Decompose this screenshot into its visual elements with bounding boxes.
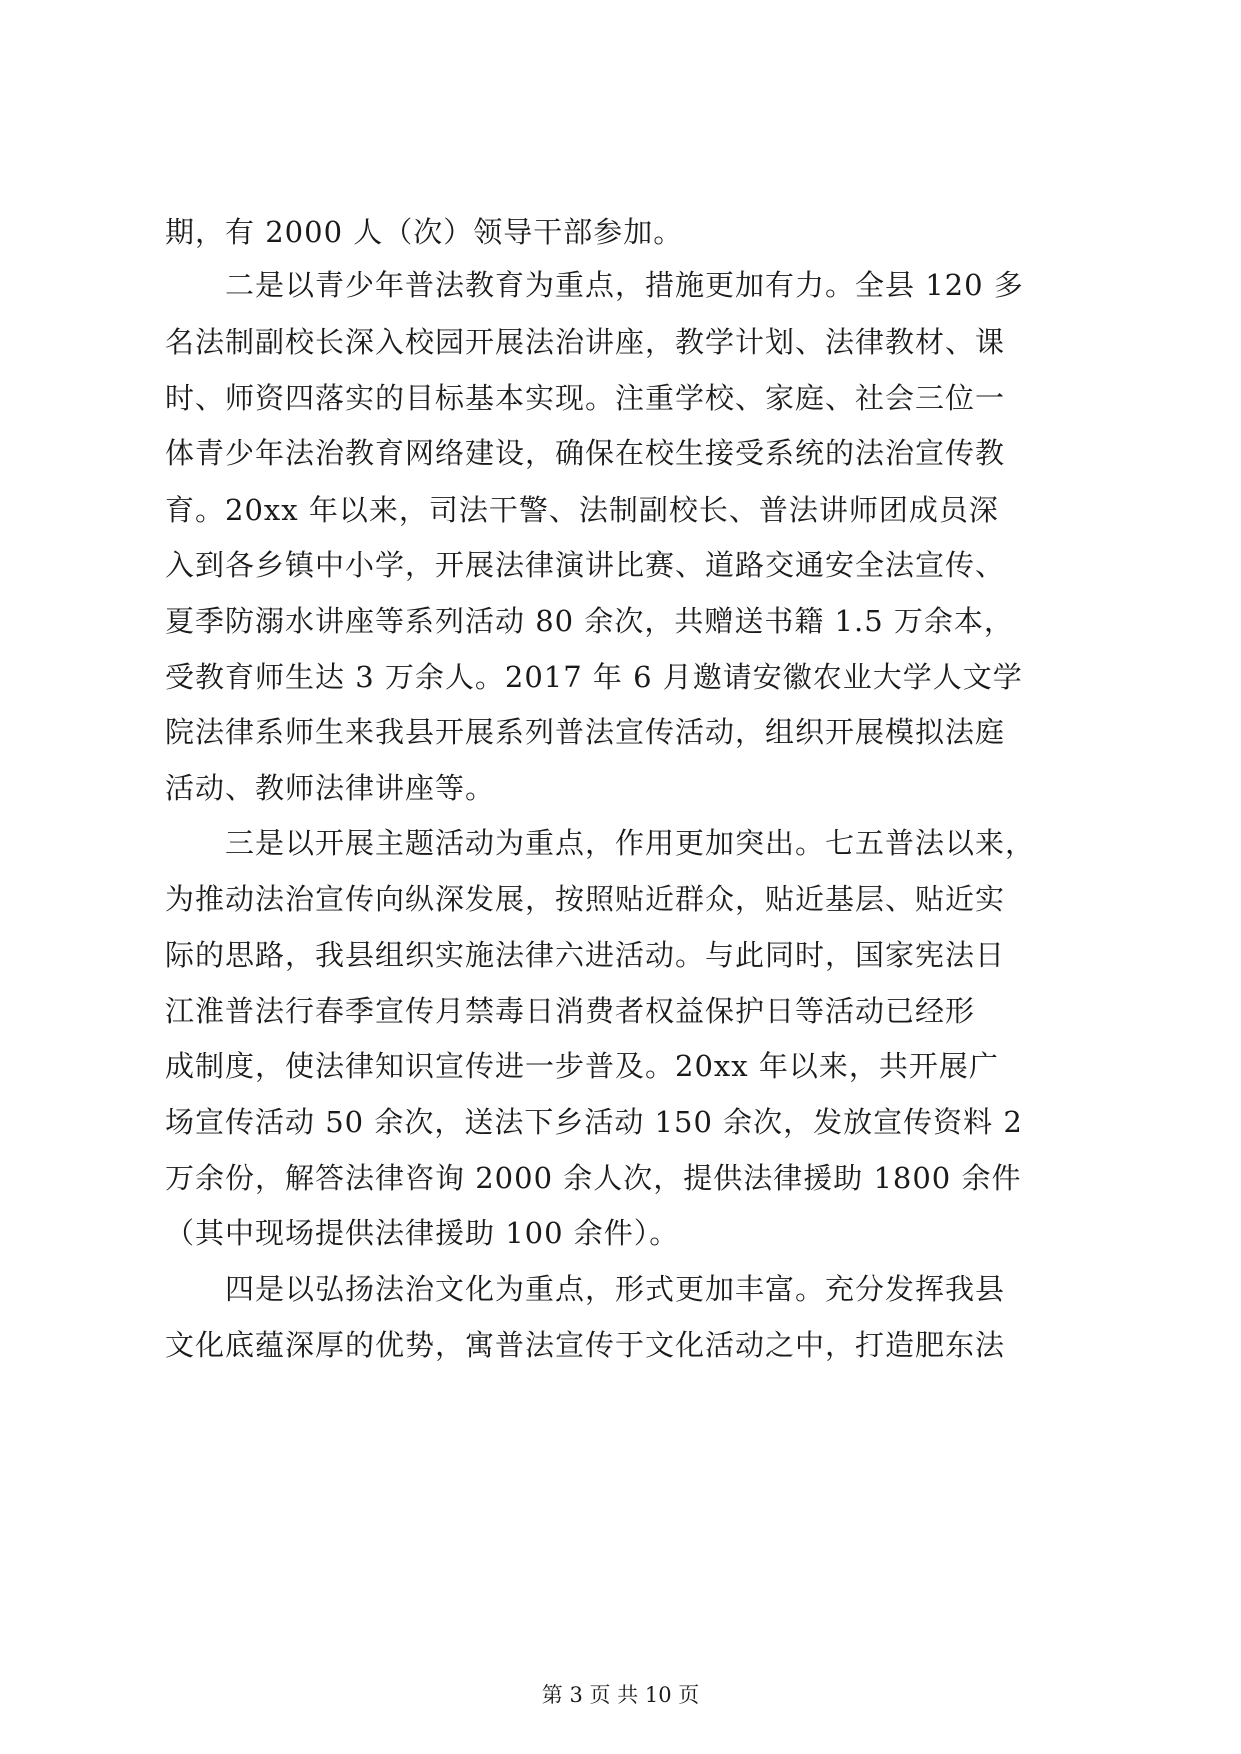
body-line-13: 为推动法治宣传向纵深发展，按照贴近群众，贴近基层、贴近实 xyxy=(165,882,1006,916)
body-line-18: 万余份，解答法律咨询 2000 余人次，提供法律援助 1800 余件 xyxy=(165,1161,1022,1195)
body-line-21: 文化底蕴深厚的优势，寓普法宣传于文化活动之中，打造肥东法 xyxy=(165,1328,1006,1362)
body-line-4: 时、师资四落实的目标基本实现。注重学校、家庭、社会三位一 xyxy=(165,381,1006,415)
body-line-19: （其中现场提供法律援助 100 余件）。 xyxy=(165,1216,680,1250)
body-line-17: 场宣传活动 50 余次，送法下乡活动 150 余次，发放宣传资料 2 xyxy=(165,1105,1023,1139)
body-line-3: 名法制副校长深入校园开展法治讲座，教学计划、法律教材、课 xyxy=(165,325,1006,359)
body-line-6: 育。20xx 年以来，司法干警、法制副校长、普法讲师团成员深 xyxy=(165,493,999,527)
body-line-5: 体青少年法治教育网络建设，确保在校生接受系统的法治宣传教 xyxy=(165,436,1006,470)
body-line-12: 三是以开展主题活动为重点，作用更加突出。七五普法以来， xyxy=(165,826,1036,860)
body-line-8: 夏季防溺水讲座等系列活动 80 余次，共赠送书籍 1.5 万余本， xyxy=(165,604,1014,638)
body-line-11: 活动、教师法律讲座等。 xyxy=(165,771,496,805)
page-number-footer: 第 3 页 共 10 页 xyxy=(541,1683,700,1707)
body-line-2: 二是以青少年普法教育为重点，措施更加有力。全县 120 多 xyxy=(165,268,1024,302)
body-line-15: 江淮普法行春季宣传月禁毒日消费者权益保护日等活动已经形 xyxy=(165,994,976,1028)
body-line-1: 期，有 2000 人（次）领导干部参加。 xyxy=(165,215,684,249)
body-line-14: 际的思路，我县组织实施法律六进活动。与此同时，国家宪法日 xyxy=(165,938,1006,972)
body-line-10: 院法律系师生来我县开展系列普法宣传活动，组织开展模拟法庭 xyxy=(165,715,1006,749)
body-line-20: 四是以弘扬法治文化为重点，形式更加丰富。充分发挥我县 xyxy=(165,1272,1006,1306)
body-line-16: 成制度，使法律知识宣传进一步普及。20xx 年以来，共开展广 xyxy=(165,1049,999,1083)
body-line-9: 受教育师生达 3 万余人。2017 年 6 月邀请安徽农业大学人文学 xyxy=(165,660,1023,694)
body-line-7: 入到各乡镇中小学，开展法律演讲比赛、道路交通安全法宣传、 xyxy=(165,548,1006,582)
